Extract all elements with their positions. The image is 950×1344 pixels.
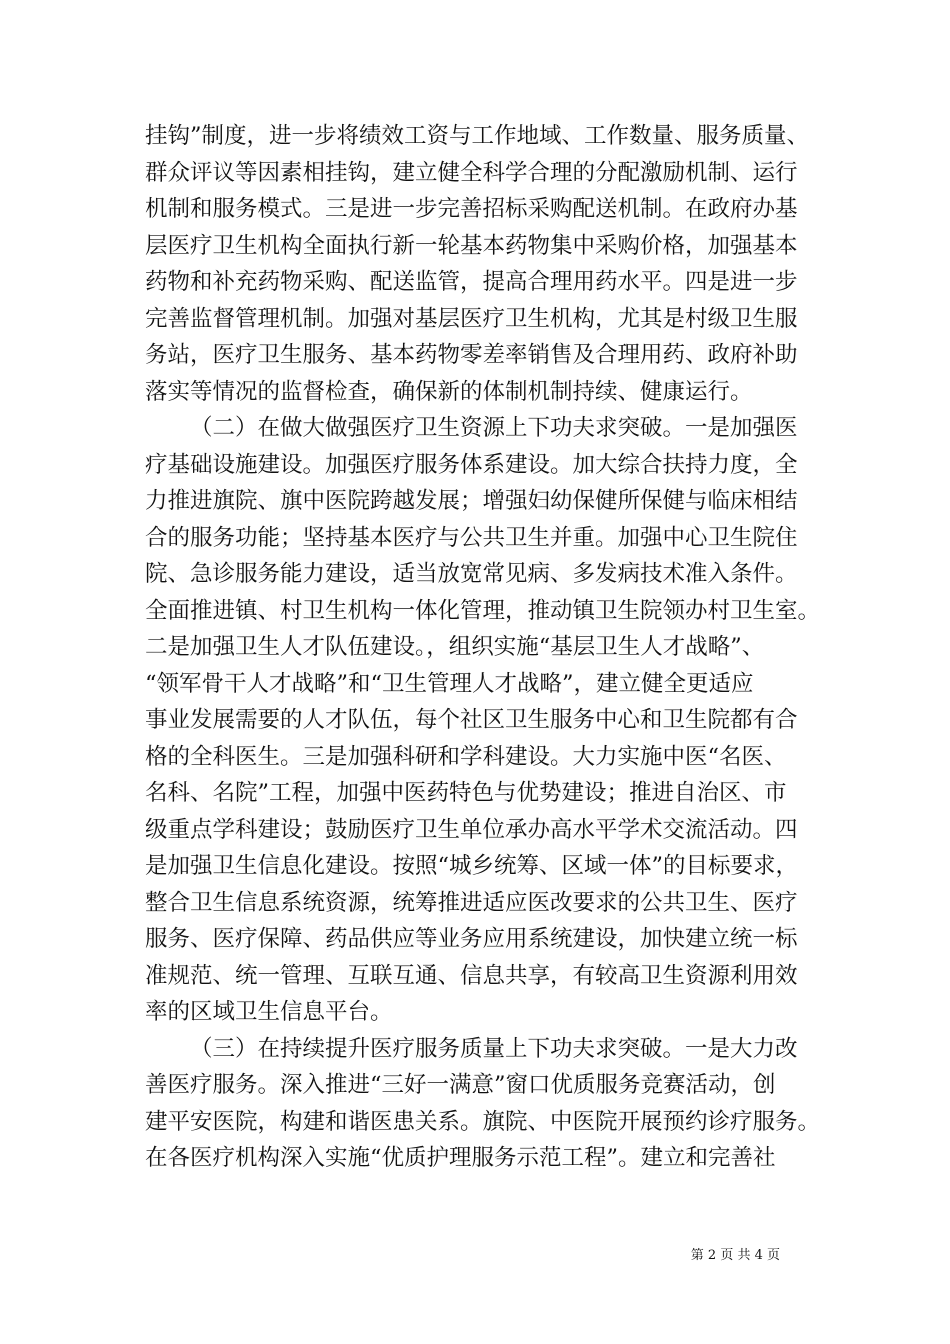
text-line: （三）在持续提升医疗服务质量上下功夫求突破。一是大力改 [190,1035,798,1062]
text-line: 级重点学科建设；鼓励医疗卫生单位承办高水平学术交流活动。四 [145,816,798,843]
text-line: 挂钩”制度，进一步将绩效工资与工作地域、工作数量、服务质量、 [145,123,810,149]
text-line: 建平安医院，构建和谐医患关系。旗院、中医院开展预约诊疗服务。 [145,1108,821,1135]
document-body [145,118,825,1177]
text-line: 机制和服务模式。三是进一步完善招标采购配送机制。在政府办基 [145,196,798,222]
text-line: 层医疗卫生机构全面执行新一轮基本药物集中采购价格，加强基本 [145,232,798,259]
text-line: 院、急诊服务能力建设，适当放宽常见病、多发病技术准入条件。 [145,561,798,587]
text-line: 善医疗服务。深入推进“三好一满意”窗口优质服务竞赛活动，创 [145,1072,776,1098]
text-line: 在各医疗机构深入实施“优质护理服务示范工程”。建立和完善社 [145,1145,776,1171]
text-line: 群众评议等因素相挂钩，建立健全科学合理的分配激励机制、运行 [145,159,798,186]
text-line: 合的服务功能；坚持基本医疗与公共卫生并重。加强中心卫生院住 [145,524,798,551]
text-line: 落实等情况的监督检查，确保新的体制机制持续、健康运行。 [145,378,753,405]
text-line: 全面推进镇、村卫生机构一体化管理，推动镇卫生院领办村卫生室。 [145,597,821,624]
text-line: 二是加强卫生人才队伍建设。，组织实施“基层卫生人才战略”、 [145,634,765,660]
text-line: 是加强卫生信息化建设。按照“城乡统筹、区域一体”的目标要求， [145,853,799,879]
text-line: 完善监督管理机制。加强对基层医疗卫生机构，尤其是村级卫生服 [145,305,798,332]
text-line: 格的全科医生。三是加强科研和学科建设。大力实施中医“名医、 [145,743,787,770]
text-line: 整合卫生信息系统资源，统筹推进适应医改要求的公共卫生、医疗 [145,889,798,916]
page-number-footer: 第 2 页 共 4 页 [690,1248,780,1263]
text-line: 务站，医疗卫生服务、基本药物零差率销售及合理用药、政府补助 [145,342,798,368]
text-line: 名科、名院”工程，加强中医药特色与优势建设；推进自治区、市 [145,780,787,806]
text-line: 疗基础设施建设。加强医疗服务体系建设。加大综合扶持力度，全 [145,451,798,478]
text-line: 服务、医疗保障、药品供应等业务应用系统建设，加快建立统一标 [145,926,798,952]
text-line: 准规范、统一管理、互联互通、信息共享，有较高卫生资源利用效 [145,962,798,989]
text-line: 药物和补充药物采购、配送监管，提高合理用药水平。四是进一步 [145,269,798,295]
text-line: “领军骨干人才战略”和“卫生管理人才战略”，建立健全更适应 [145,670,754,697]
text-line: 力推进旗院、旗中医院跨越发展；增强妇幼保健所保健与临床相结 [145,488,798,514]
text-line: （二）在做大做强医疗卫生资源上下功夫求突破。一是加强医 [190,415,798,441]
text-line: 事业发展需要的人才队伍，每个社区卫生服务中心和卫生院都有合 [145,707,798,733]
text-line: 率的区域卫生信息平台。 [145,999,393,1025]
